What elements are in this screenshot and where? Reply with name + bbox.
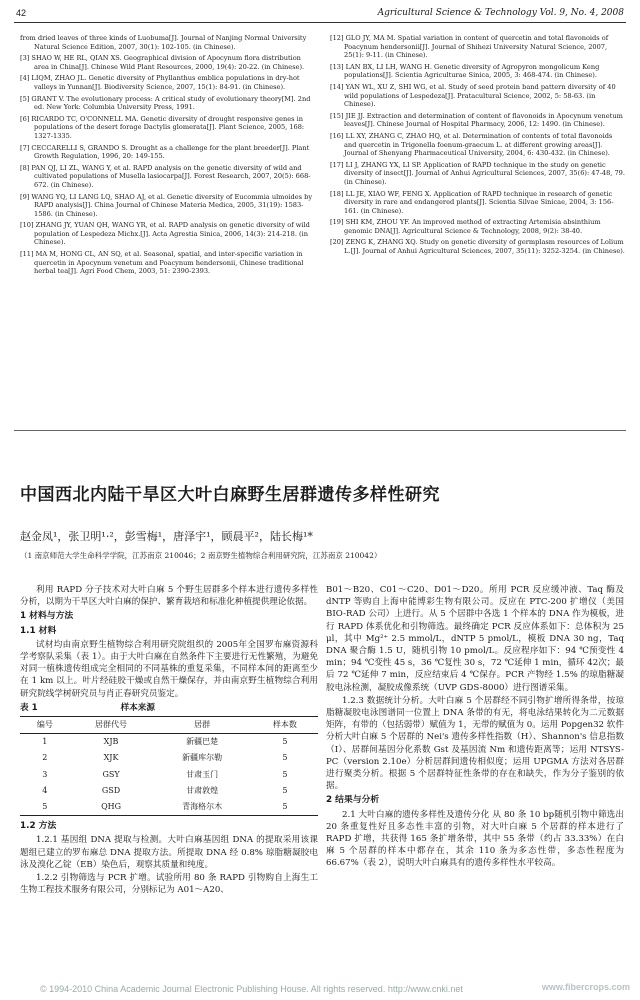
paragraph: 2.1 大叶白麻的遗传多样性及遗传分化 从 80 条 10 bp随机引物中筛选出 20 条重复性好且多态性丰富的引物，对大叶白麻 5 个居群的样本进行了 RAPD 扩增，共获得 165 条扩增条带，其中 55 条带（约占 33.33%）在白麻 5 个居群的样本中都存在，其余 110 条为多态性带，多态性程度为 66.67%（表 2），说明大叶白麻具有的遗传多样性水平较高。 <box>326 809 624 869</box>
paragraph: 利用 RAPD 分子技术对大叶白麻 5 个野生居群多个样本进行遗传多样性分析，以期为干旱区大叶白麻的保护、繁育栽培和标准化种植提供理论依据。 <box>20 585 318 608</box>
table-cell: 4 <box>42 785 48 795</box>
table-cell: 新疆巴楚 <box>186 737 219 747</box>
page-footer <box>40 984 630 994</box>
table-cell: 5 <box>282 785 288 795</box>
table-cell: 青海格尔木 <box>182 802 223 812</box>
reference-item: [3] SHAO W, HE RL, QIAN XS. Geographical division of Apocynum flora distribution area in China[J]. Chinese Wild Plant Resources, 2000, 19(4): 20-22. (in Chinese). <box>20 54 305 71</box>
table-header-cell: 居群代号 <box>95 720 128 730</box>
paragraph: 1.2.1 基因组 DNA 提取与检测。大叶白麻基因组 DNA 的提取采用该课题组已建立的罗布麻总 DNA 提取方法。所提取 DNA 经 0.8% 琼脂糖凝胶电泳及溴化乙锭（EB）染色后，观察其质量和纯度。 <box>20 835 318 870</box>
reference-item: [12] GLO JY, MA M. Spatial variation in content of quercetin and total flavonoids of Poacynum hendersonii[J]. Journal of Shihezi University Natural Science, 2007, 25(1): 9-11. (in Chinese). <box>330 34 609 60</box>
reference-item: [18] LL JE, XIAO WF, FENG X. Application of RAPD technique in research of genetic diversity in rare and endangered plants[J]. Scientia Silvae Sinicae, 2004, 3: 156-161. (in Chinese). <box>330 189 614 215</box>
table-cell: GSY <box>102 769 120 779</box>
reference-item: [15] JIE JJ. Extraction and determination of content of flavonoids in Apocynum venetum leaves[J]. Chinese Journal of Hospital Pharmacy, 2006, 12: 1490. (in Chinese). <box>330 111 623 129</box>
table-cell: QHG <box>101 802 121 812</box>
table-row <box>20 767 318 783</box>
table-caption <box>20 702 318 714</box>
table-cell: 5 <box>282 769 288 779</box>
reference-item: [6] RICARDO TC, O'CONNELL MA. Genetic diversity of drought responsive genes in populations of the desert forage Dactylis glomerata[J]. Plant Science, 2005, 168: 1327-1335. <box>20 114 305 140</box>
paragraph: 试材均由南京野生植物综合利用研究院组织的 2005年全国罗布麻资源科学考察队采集（表 1）。由于大叶白麻在自然条件下主要进行无性繁殖，为避免对同一植株遗传组成完全相同的不同基株的重复采集，不同样本间的距离至少在 1 km 以上。叶片经硅胶干燥或自然干燥保存，并由南京野生植物综合利用研究院线学树研究员与肖正春研究员鉴定。 <box>20 639 318 699</box>
table-header-cell: 居群 <box>194 720 211 730</box>
table-row <box>20 734 318 751</box>
table-cell: 5 <box>282 737 288 747</box>
paragraph: 1.2.2 引物筛选与 PCR 扩增。试验所用 80 条 RAPD 引物购自上海生工生物工程技术服务有限公司，分别标记为 A01～A20、 <box>20 873 318 896</box>
reference-item: [7] CECCARELLI S, GRANDO S. Drought as a challenge for the plant breeder[J]. Plant Growth Regulation, 1996, 20: 149-155. <box>20 143 310 161</box>
reference-item: [5] GRANT V. The evolutionary process: A critical study of evolutionary theory[M]. 2nd ed. New York: Columbia University Press, 1991. <box>20 94 311 112</box>
article-affiliation: （1 南京师范大学生命科学学院，江苏南京 210046；2 南京野生植物综合利用研究院，江苏南京 210042） <box>20 551 382 560</box>
reference-item: [13] LAN BX, LI LH, WANG H. Genetic diversity of Agropyron mongolicum Keng populations[J]. Scientia Agriculturae Sinica, 2005, 3: 468-474. (in Chinese). <box>330 62 600 80</box>
table-row <box>20 799 318 816</box>
references-right <box>330 34 626 259</box>
table-cell: 5 <box>282 753 288 763</box>
section-heading: 1 材料与方法 <box>20 611 74 622</box>
reference-item: from dried leaves of three kinds of Luobuma[J]. Journal of Nanjing Normal University Natural Science Edition, 2007, 30(1): 102-105. (in Chinese). <box>20 34 307 51</box>
header-rule <box>14 22 626 23</box>
table-cell: 5 <box>42 802 48 812</box>
table-cell: 甘肃敦煌 <box>186 785 219 795</box>
table-cell: 甘肃玉门 <box>186 769 219 779</box>
body-column-right <box>326 584 624 871</box>
running-header <box>14 6 626 22</box>
reference-item: [14] YAN WL, XU Z, SHI WG, et al. Study of seed protein band pattern diversity of 40 wild populations of Lespedeza[J]. Pratacultural Science, 2002, 5: 58-63. (in Chinese). <box>330 82 616 109</box>
table-cell: GSD <box>101 785 121 795</box>
sample-source-table <box>20 716 318 816</box>
reference-item: [20] ZENG K, ZHANG XQ. Study on genetic diversity of germplasm resources of Lolium L.[J]. Journal of Anhui Agricultural Sciences, 2007, 35(11): 3252-3254. (in Chinese). <box>330 238 625 256</box>
reference-item: [8] PAN QJ, LI ZL, WANG Y, et al. RAPD analysis on the genetic diversity of wild and cultivated populations of Musella lasiocarpa[J]. Forest Research, 2007, 20(5): 668-672. (in Chinese). <box>20 163 311 189</box>
references-left <box>20 34 316 279</box>
watermark-text: www.fibercrops.com <box>541 982 630 992</box>
paragraph: 1.2.3 数据统计分析。大叶白麻 5 个居群经不同引物扩增所得条带，按琼脂糖凝胶电泳图谱同一位置上 DNA 条带的有无，将电泳结果转化为二元数据矩阵，有带的（包括弱带）赋值为 1，无带的赋值为 0。运用 Popgen32 软件分析大叶白麻 5 个居群的 Nei's 遗传多样性指数（H）、Shannon's 信息指数（I）、居群间基因分化系数 Gst 及基因流 Nm 和遗传距离等；运用 NTSYS-PC（version 2.10e）分析居群间遗传相似度；运用 UPGMA 方法对各居群进行聚类分析。根据 5 个居群特征性条带的存在和缺失，作为分子鉴别的依据。 <box>326 695 624 792</box>
table-row <box>20 750 318 766</box>
table-cell: XJK <box>103 753 119 763</box>
table-cell: 新疆库尔勒 <box>182 753 223 763</box>
reference-item: [16] LL XY, ZHANG C, ZHAO HQ, et al. Determination of contents of total flavonoids and quercetin in Trigonella foenum-graecum L. at different growing areas[J]. Journal of Shenyang Pharmaceutical University, 2004, 6: 430-432. (in Chinese). <box>330 131 613 158</box>
reference-item: [10] ZHANG JY, YUAN QH, WANG YR, et al. RAPD analysis on genetic diversity of wild population of Lespedeza Michx.[J]. Acta Agrestia Sinica, 2006, 14(3): 214-218. (in Chinese). <box>20 221 310 247</box>
paragraph: B01～B20、C01～C20、D01～D20。所用 PCR 反应缓冲液、Taq 酶及 dNTP 等购自上海申能博彩生物有限公司。反应在 PTC-200 扩增仪（美国 BIO-RAD 公司）上进行。从 5 个居群中各选 1 个样本的 DNA 作为模板，进行 RAPD 体系优化和引物筛选。最终确定 PCR 反应体系如下：总体积为 25 μl，其中 Mg²⁺ 2.5 mmol/L，dNTP 5 pmol/L，模板 DNA 30 ng，Taq DNA 聚合酶 1.5 U，随机引物 10 pmol/L。反应程序如下：94 ℃预变性 4 min；94 ℃变性 45 s，36 ℃复性 30 s，72 ℃延伸 1 min，循环 42次；最后 72 ℃延伸 7 min，反应结束后 4 ℃保存。PCR 产物经 1.5% 的琼脂糖凝胶电泳检测，凝胶成像系统（UVP GDS-8000）进行图谱采集。 <box>326 585 624 693</box>
subsection-heading: 1.2 方法 <box>20 821 57 832</box>
table-row <box>20 783 318 799</box>
reference-item: [19] SHI KM, ZHOU YF. An improved method of extracting Artemisia absinthium genomic DNA[J]. Agricultural Science & Technology, 2008, 9(2): 38-40. <box>330 218 601 235</box>
article-authors: 赵金凤¹，张卫明¹·²，彭雪梅¹，唐泽宇¹，顾晨平²，陆长梅¹* <box>20 530 313 543</box>
table-cell: XJB <box>103 737 119 747</box>
reference-item: [4] LIQM, ZHAO JL. Genetic diversity of Phyllanthus emblica populations in dry-hot valleys in Yunnan[J]. Biodiversity Science, 2007, 15(1): 84-91. (in Chinese). <box>20 74 300 91</box>
section-heading: 2 结果与分析 <box>326 795 380 806</box>
table-header-cell: 编号 <box>36 720 53 730</box>
reference-item: [9] WANG YQ, LI LANG LQ, SHAO AJ, et al. Genetic diversity of Eucommia ulmoides by RAPD analysis[J]. China Journal of Chinese Materia Medica, 2005, 31(19): 1583-1586. (in Chinese). <box>20 192 313 218</box>
table-title: 样本来源 <box>120 702 155 713</box>
table-number: 表 1 <box>20 702 38 713</box>
reference-item: [11] MA M, HONG CL, AN SQ, et al. Seasonal, spatial, and inter-specific variation in quercetin in Apocynum venetum and Poacynum hendersonii, Chinese traditional herbal tea[J]. Agri Food Chem, 2003, 51: 2390-2393. <box>20 250 304 276</box>
table-header-row <box>20 717 318 734</box>
copyright-text: © 1994-2010 China Academic Journal Electronic Publishing House. All rights reserved. http://www.cnki.net <box>40 984 463 994</box>
table-cell: 1 <box>42 737 48 747</box>
article-separator <box>14 430 626 431</box>
article-title: 中国西北内陆干旱区大叶白麻野生居群遗传多样性研究 <box>20 485 440 505</box>
table-header-cell: 样本数 <box>272 720 297 730</box>
body-column-left <box>20 584 318 897</box>
journal-title: Agricultural Science & Technology Vol. 9, No. 4, 2008 <box>377 8 624 18</box>
table-cell: 3 <box>42 769 48 779</box>
reference-item: [17] LI J, ZHANG YX, LI SP. Application of RAPD technique in the study on genetic diversity of insect[J]. Journal of Anhui Agricultural Sciences, 2007, 35(6): 47-48, 79. (in Chinese). <box>330 160 625 186</box>
table-cell: 2 <box>42 753 48 763</box>
table-cell: 5 <box>282 802 288 812</box>
subsection-heading: 1.1 材料 <box>20 625 57 636</box>
page-number: 42 <box>16 8 27 18</box>
